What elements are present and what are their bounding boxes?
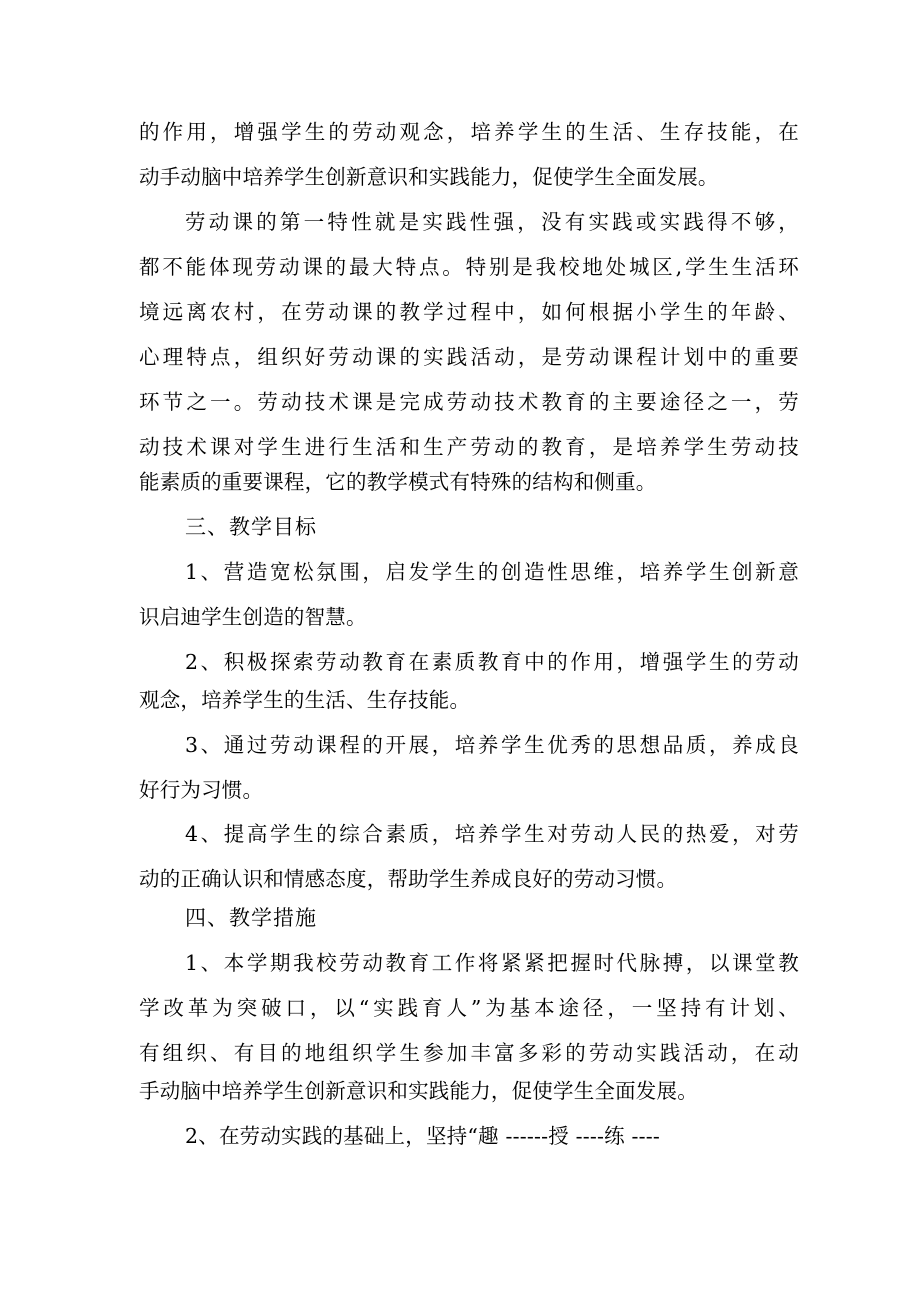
list-item-line: 手动脑中培养学生创新意识和实践能力，促使学生全面发展。 — [139, 1079, 698, 1103]
list-item-line: 识启迪学生创造的智慧。 — [139, 605, 367, 629]
list-item-line: 2、在劳动实践的基础上，坚持“趣 ------授 ----练 ---- — [185, 1124, 661, 1148]
list-item-line: 有组织、有目的地组织学生参加丰富多彩的劳动实践活动，在动 — [139, 1041, 799, 1065]
section-heading-teaching-goals: 三、教学目标 — [185, 515, 317, 539]
list-item-line: 4、提高学生的综合素质，培养学生对劳动人民的热爱，对劳 — [185, 822, 799, 846]
list-item-line: 1、本学期我校劳动教育工作将紧紧把握时代脉搏，以课堂教 — [185, 951, 799, 975]
paragraph-line: 动手动脑中培养学生创新意识和实践能力，促使学生全面发展。 — [139, 165, 719, 189]
paragraph-line: 的作用，增强学生的劳动观念，培养学生的生活、生存技能，在 — [139, 120, 799, 144]
list-item-line: 学改革为突破口，以“实践育人”为基本途径，一坚持有计划、 — [139, 996, 799, 1020]
list-item-line: 3、通过劳动课程的开展，培养学生优秀的思想品质，养成良 — [185, 733, 799, 757]
section-heading-teaching-measures: 四、教学措施 — [185, 906, 317, 930]
list-item-line: 2、积极探索劳动教育在素质教育中的作用，增强学生的劳动 — [185, 650, 799, 674]
paragraph-line: 都不能体现劳动课的最大特点。特别是我校地处城区,学生生活环 — [139, 255, 799, 279]
paragraph-line: 能素质的重要课程，它的教学模式有特殊的结构和侧重。 — [139, 470, 657, 494]
paragraph-line: 境远离农村，在劳动课的教学过程中，如何根据小学生的年龄、 — [139, 300, 799, 324]
list-item-line: 动的正确认识和情感态度，帮助学生养成良好的劳动习惯。 — [139, 867, 678, 891]
paragraph-line: 劳动课的第一特性就是实践性强，没有实践或实践得不够， — [185, 210, 799, 234]
paragraph-line: 环节之一。劳动技术课是完成劳动技术教育的主要途径之一，劳 — [139, 390, 799, 414]
list-item-line: 1、营造宽松氛围，启发学生的创造性思维，培养学生创新意 — [185, 560, 799, 584]
paragraph-line: 动技术课对学生进行生活和生产劳动的教育，是培养学生劳动技 — [139, 435, 799, 459]
paragraph-line: 心理特点，组织好劳动课的实践活动，是劳动课程计划中的重要 — [139, 345, 799, 369]
list-item-line: 好行为习惯。 — [139, 778, 264, 802]
list-item-line: 观念，培养学生的生活、生存技能。 — [139, 688, 471, 712]
